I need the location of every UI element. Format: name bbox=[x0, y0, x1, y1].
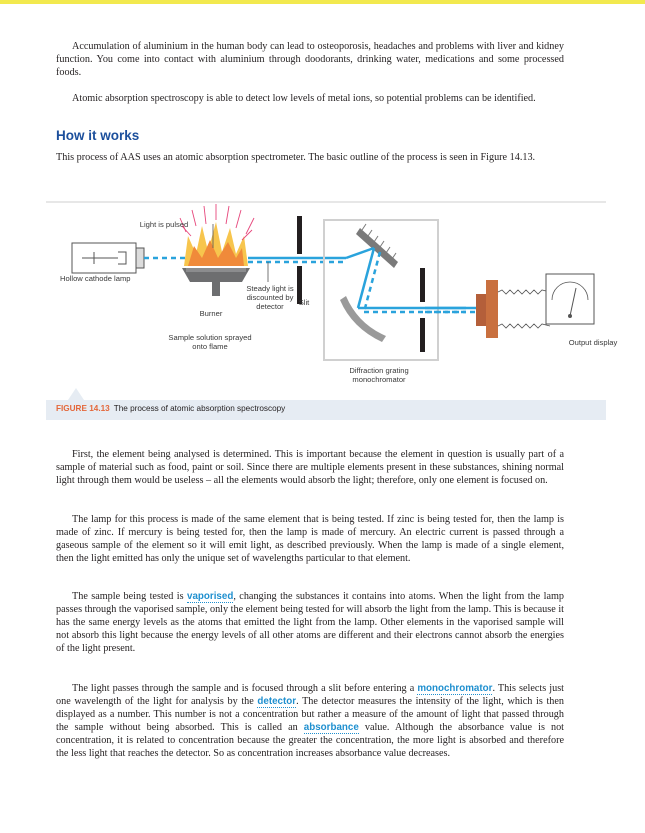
paragraph-element-determined: First, the element being analysed is determined. This is important because the element in question is usually part of a sample of material such as food, paint or soil. Since there are multiple elements present in these substances, shining normal light through them would be useless – all the elements would absorb the light; therefore, only one element is focused on. bbox=[56, 449, 564, 487]
paragraph-vaporised bbox=[56, 590, 564, 655]
flame-icon bbox=[180, 204, 254, 266]
figure-caption-text: The process of atomic absorption spectroscopy bbox=[113, 404, 286, 413]
label-diffraction-grating: Diffraction grating monochromator bbox=[349, 366, 409, 384]
slit-2-lower bbox=[420, 318, 425, 352]
text-segment: , changing the substances it contains into atoms. When the light from the lamp passes through the vaporised sample, only the element being tested for will absorb the light from the lamp. This is because it has the same energy levels as the atoms that emitted the light from the lamp. Other elements in the vaporised sample will not absorb this light because the energy levels of all other atoms are different and their electrons cannot absorb the energies of the light present. bbox=[56, 591, 564, 655]
paragraph-aas-detect: Atomic absorption spectroscopy is able to detect low levels of metal ions, so potential problems can be identified. bbox=[72, 93, 536, 104]
paragraph-monochromator bbox=[56, 682, 564, 761]
detector-icon bbox=[476, 280, 498, 338]
text-segment: . The detector measures the intensity of the light, which is then displayed as a number. This number is not a concentration but rather a measure of the amount of light that passed through the sample without being absorbed. This is called an bbox=[56, 696, 564, 734]
figure-number: FIGURE 14.13 bbox=[56, 404, 110, 413]
curved-mirror-icon bbox=[340, 296, 386, 342]
label-output-display: Output display bbox=[568, 338, 618, 347]
figure-caption bbox=[56, 404, 285, 413]
output-display-icon bbox=[546, 274, 594, 324]
label-burner: Burner bbox=[199, 309, 223, 318]
detector-wires bbox=[498, 290, 550, 328]
text-segment: The sample being tested is bbox=[72, 591, 188, 602]
aas-diagram bbox=[46, 196, 606, 420]
text-segment: . This selects just one wavelength of the light for analysis by the bbox=[56, 683, 564, 708]
slit-2-upper bbox=[420, 268, 425, 302]
term-vaporised[interactable]: vaporised bbox=[187, 591, 234, 602]
section-intro: This process of AAS uses an atomic absorption spectrometer. The basic outline of the process is seen in Figure 14.13. bbox=[56, 152, 536, 163]
caption-pointer bbox=[68, 388, 84, 400]
term-absorbance[interactable]: absorbance bbox=[303, 722, 359, 734]
label-sample-solution: Sample solution sprayed onto flame bbox=[168, 333, 252, 351]
label-steady-light: Steady light is discounted by detector bbox=[246, 284, 294, 311]
label-light-pulsed: Light is pulsed bbox=[139, 220, 189, 229]
section-heading: How it works bbox=[56, 128, 140, 143]
paragraph-aluminium: Accumulation of aluminium in the human body can lead to osteoporosis, headaches and problems with liver and kidney function. You come into contact with aluminium through doodorants, drinking water, medications and some processed foods. bbox=[56, 41, 564, 79]
label-slit: Slit bbox=[298, 298, 310, 307]
text-segment: The light passes through the sample and is focused through a slit before entering a bbox=[72, 683, 418, 694]
label-hollow-cathode-lamp: Hollow cathode lamp bbox=[60, 274, 131, 283]
top-accent-bar bbox=[0, 0, 645, 4]
term-detector[interactable]: detector bbox=[257, 696, 297, 708]
text-segment: value. Although the absorbance value is not concentration, it is related to concentration because the greater the concentration, the more light is absorbed and therefore the less light that reaches the detector. So as concentration increases absorbance value decreases. bbox=[56, 722, 565, 760]
term-monochromator[interactable]: monochromator bbox=[417, 683, 493, 694]
internal-beam bbox=[346, 248, 466, 312]
hollow-cathode-lamp-icon bbox=[72, 243, 144, 273]
slit-upper bbox=[297, 216, 302, 254]
paragraph-lamp: The lamp for this process is made of the same element that is being tested. If zinc is being tested for, then the lamp is made of zinc. If mercury is being tested for, then the lamp is made of mercury. An electric current is passed through a gaseous sample of the element so it will emit light, as described previously. When the lamp is made of a single element, then the light emitted has only the unique set of wavelengths particular to that element. bbox=[56, 514, 564, 565]
